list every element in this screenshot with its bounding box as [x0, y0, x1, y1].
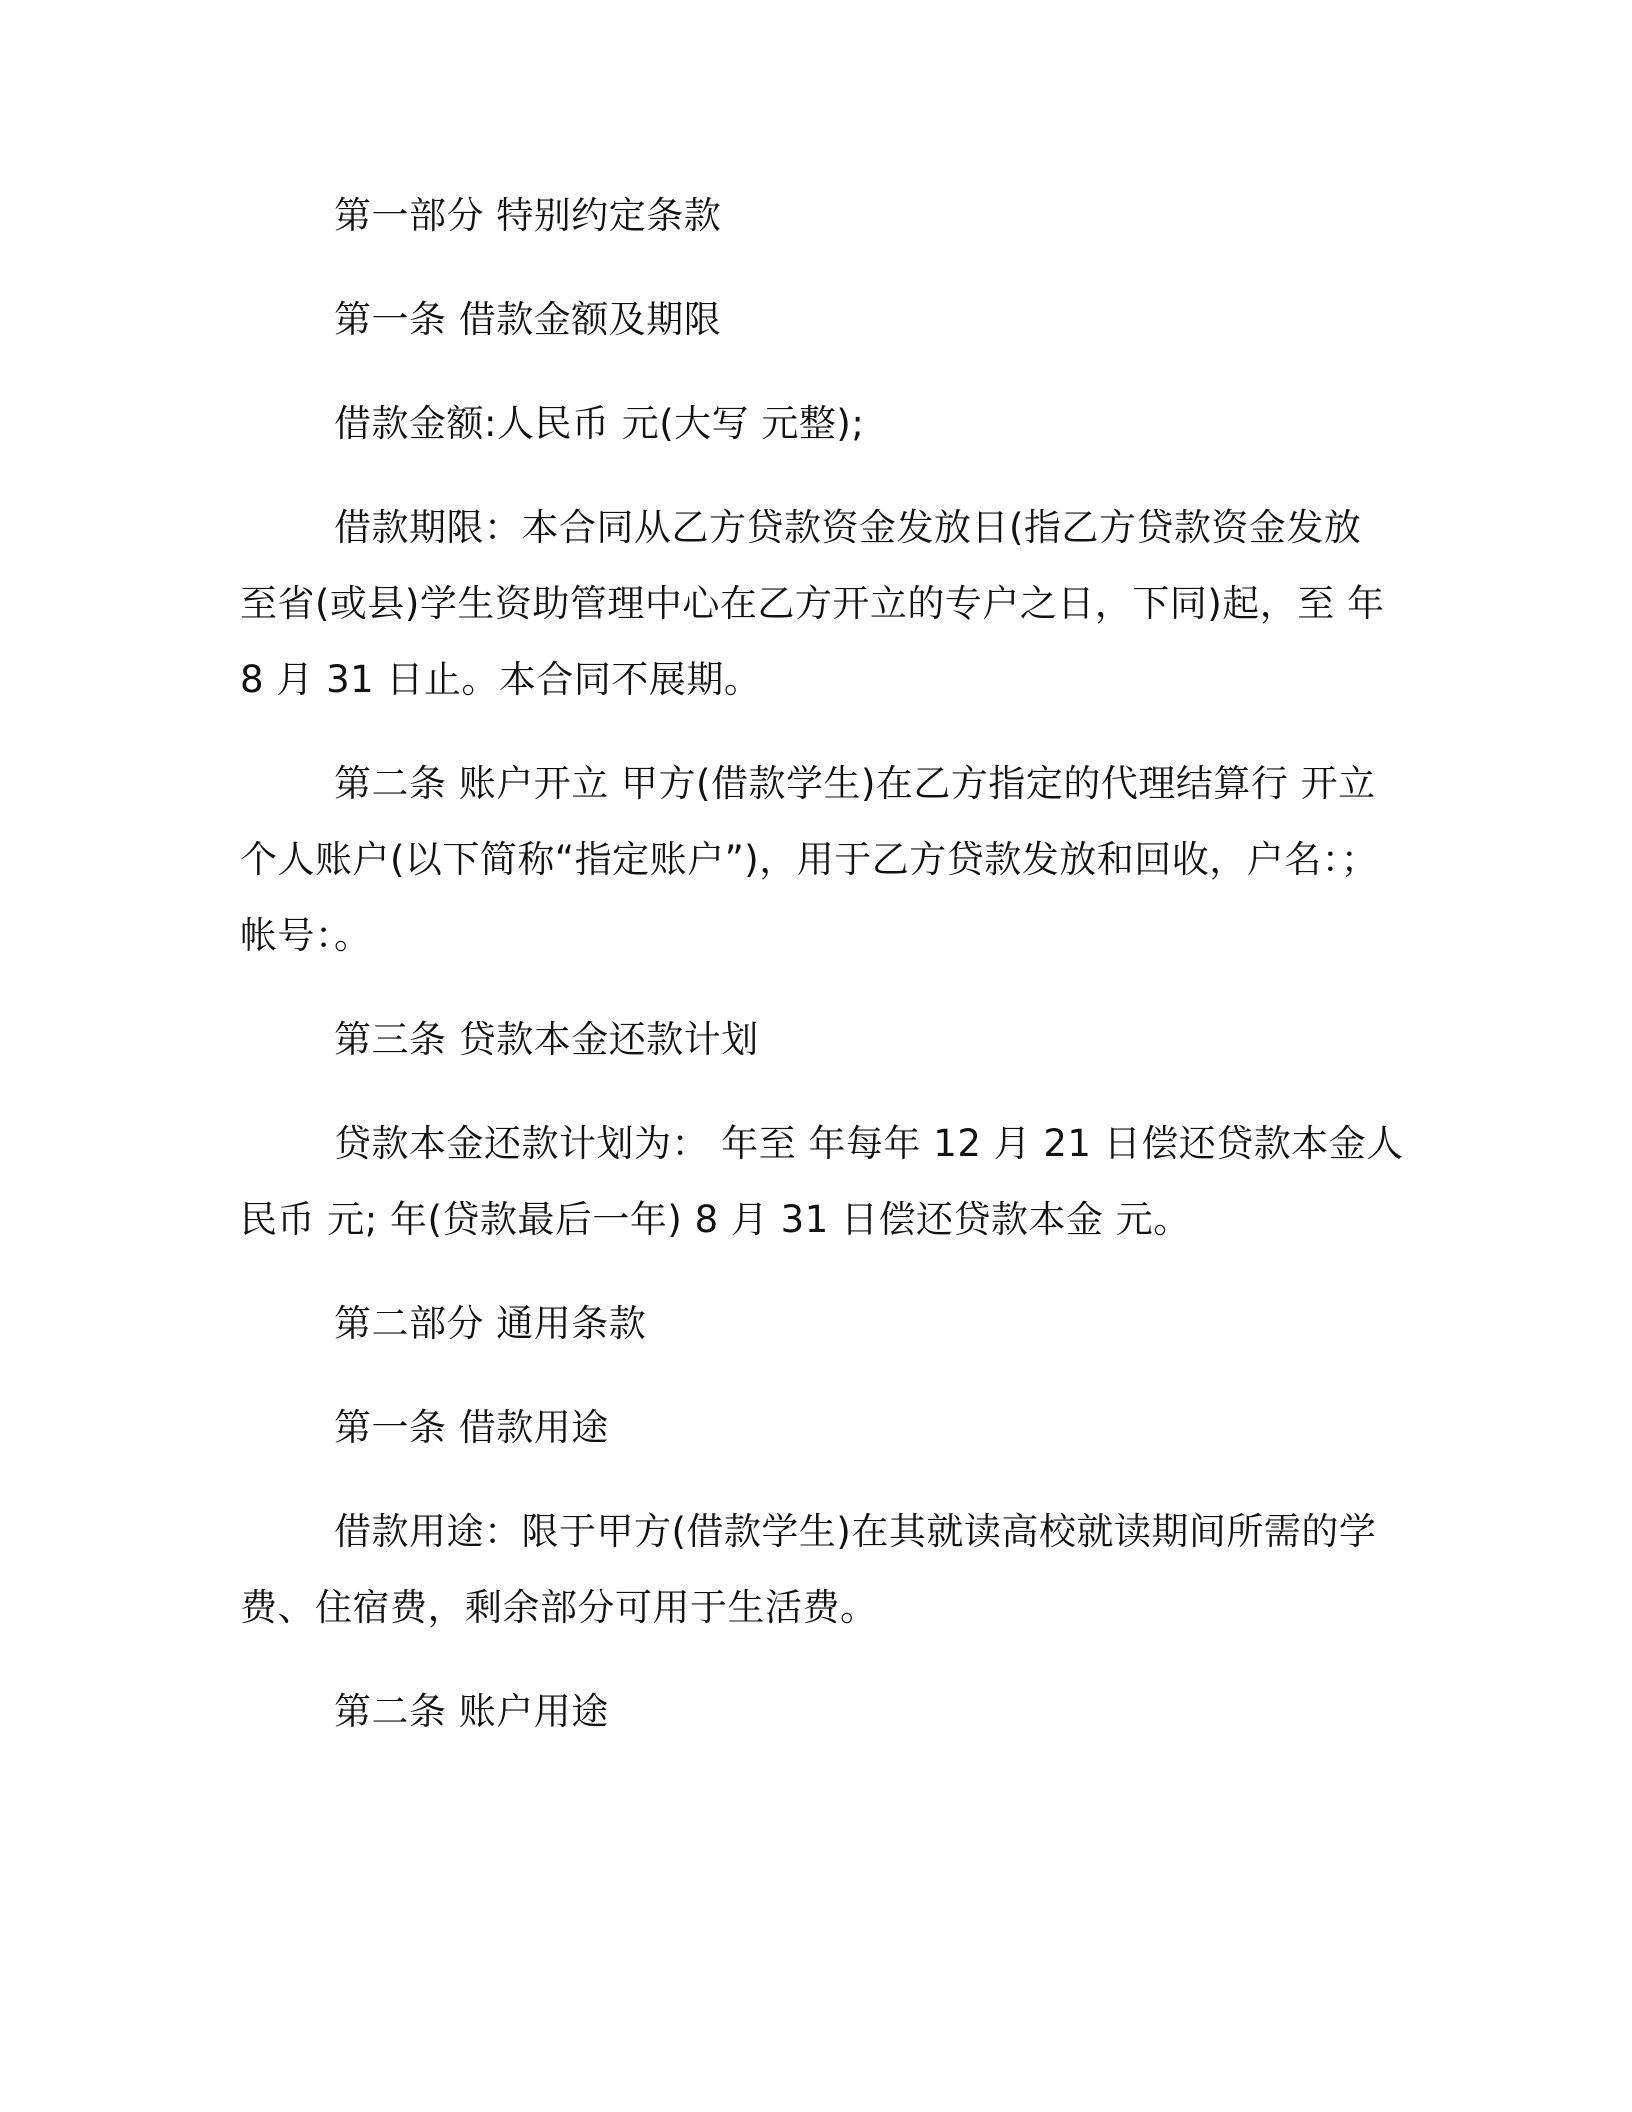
loan-purpose-line-2: 费、住宿费，剩余部分可用于生活费。: [240, 1586, 878, 1629]
loan-term-line-2: 至省(或县)学生资助管理中心在乙方开立的专户之日，下同)起，至 年: [240, 582, 1385, 625]
loan-amount-line: 借款金额:人民币 元(大写 元整);: [334, 402, 865, 445]
repayment-plan-line-2: 民币 元; 年(贷款最后一年) 8 月 31 日偿还贷款本金 元。: [240, 1198, 1191, 1241]
loan-term-line-3: 8 月 31 日止。本合同不展期。: [240, 658, 762, 701]
article-3-heading: 第三条 贷款本金还款计划: [334, 1018, 759, 1061]
article-2-line-1: 第二条 账户开立 甲方(借款学生)在乙方指定的代理结算行 开立: [334, 762, 1376, 805]
part-one-heading: 第一部分 特别约定条款: [334, 194, 722, 237]
loan-term-line-1: 借款期限：本合同从乙方贷款资金发放日(指乙方贷款资金发放: [334, 506, 1362, 549]
article-1-heading: 第一条 借款金额及期限: [334, 298, 722, 341]
loan-purpose-line-1: 借款用途：限于甲方(借款学生)在其就读高校就读期间所需的学: [334, 1510, 1377, 1553]
article-2-line-2: 个人账户(以下简称“指定账户”)，用于乙方贷款发放和回收，户名：；: [240, 838, 1379, 881]
part-two-heading: 第二部分 通用条款: [334, 1302, 647, 1345]
article-2-line-3: 帐号：。: [240, 914, 372, 957]
repayment-plan-line-1: 贷款本金还款计划为： 年至 年每年 12 月 21 日偿还贷款本金人: [334, 1122, 1404, 1165]
general-article-1-heading: 第一条 借款用途: [334, 1406, 609, 1449]
general-article-2-heading: 第二条 账户用途: [334, 1690, 609, 1733]
